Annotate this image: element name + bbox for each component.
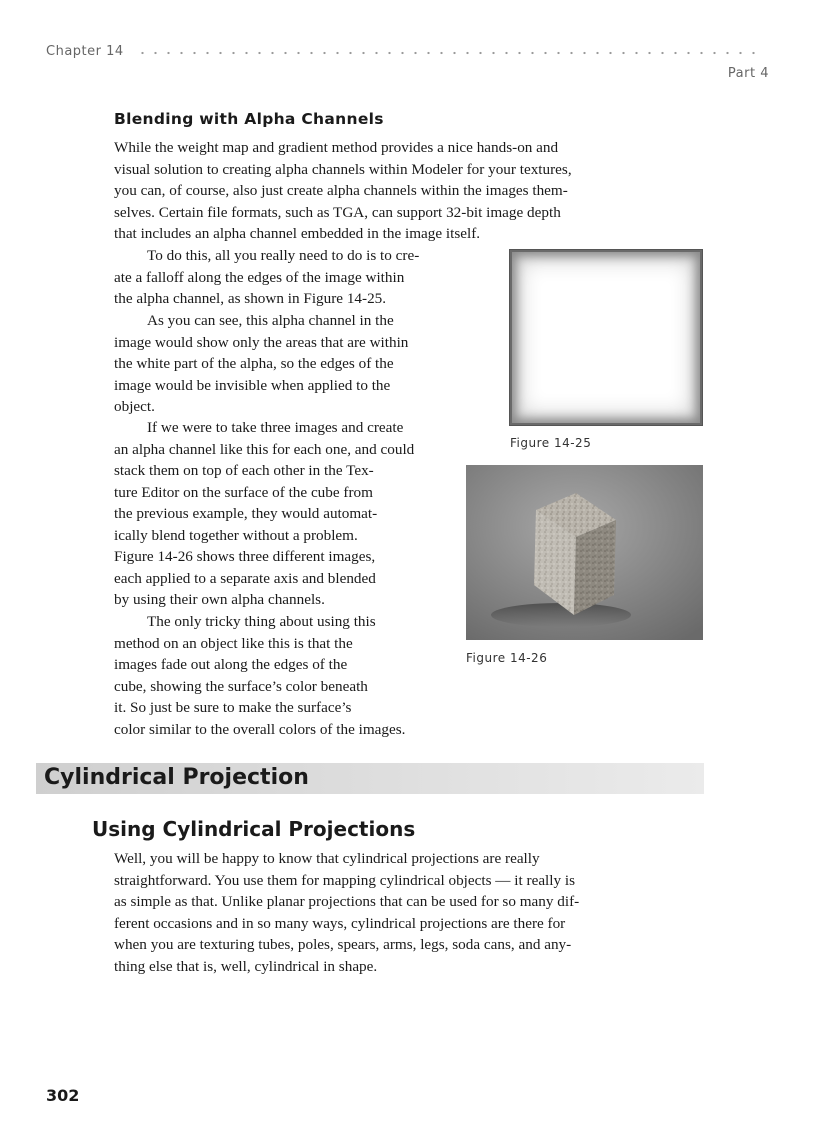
text-line: selves. Certain file formats, such as TGA, can support 32-bit image depth [114,203,561,221]
text-line: when you are texturing tubes, poles, spears, arms, legs, soda cans, and any- [114,936,572,953]
text-line: thing else that is, well, cylindrical in shape. [114,957,378,975]
text-line: each applied to a separate axis and blended [114,569,376,587]
text-line: method on an object like this is that the [114,634,353,652]
subsection-heading: Blending with Alpha Channels [114,110,384,128]
paragraph-alpha-view [114,310,408,418]
text-line: To do this, all you really need to do is to cre- [147,247,420,264]
figure-14-25-caption: Figure 14-25 [510,436,592,450]
paragraph-cylindrical [114,848,579,977]
text-line: images fade out along the edges of the [114,656,348,673]
text-line: image would be invisible when applied to the [114,376,391,394]
text-line: The only tricky thing about using this [147,613,376,630]
text-line: the previous example, they would automat- [114,505,378,522]
figure-14-25-alpha-falloff-image [509,249,703,426]
text-line: object. [114,398,155,415]
text-line: ically blend together without a problem. [114,526,358,544]
text-line: color similar to the overall colors of the images. [114,720,406,738]
chapter-label: Chapter 14 [46,44,124,59]
text-line: If we were to take three images and create [147,419,404,436]
text-line: ferent occasions and in so many ways, cylindrical projections are there for [114,914,566,932]
text-line: ture Editor on the surface of the cube from [114,483,373,501]
text-line: an alpha channel like this for each one, and could [114,440,415,458]
text-line: it. So just be sure to make the surface’s [114,699,352,716]
figure-14-26-caption: Figure 14-26 [466,651,548,665]
text-line: Well, you will be happy to know that cylindrical projections are really [114,850,540,867]
section-title: Cylindrical Projection [44,765,309,790]
section-title-band [36,763,704,794]
running-head [46,44,758,62]
text-line: the white part of the alpha, so the edges of the [114,355,394,372]
paragraph-tricky [114,611,405,740]
text-line: As you can see, this alpha channel in the [147,312,394,329]
text-line: that includes an alpha channel embedded in the image itself. [114,225,481,242]
text-line: as simple as that. Unlike planar projections that can be used for so many dif- [114,893,580,910]
page-number: 302 [46,1086,80,1105]
text-line: ate a falloff along the edges of the image within [114,268,405,286]
text-line: you can, of course, also just create alpha channels within the images them- [114,182,568,199]
cube-illustration [466,465,703,640]
text-line: cube, showing the surface’s color beneath [114,677,368,695]
text-line: While the weight map and gradient method provides a nice hands-on and [114,139,559,156]
leader-dots-divider [136,51,758,55]
text-line: the alpha channel, as shown in Figure 14-25. [114,290,387,307]
paragraph-intro [114,137,572,245]
text-line: straightforward. You use them for mapping cylindrical objects — it really is [114,871,576,889]
text-line: by using their own alpha channels. [114,591,325,608]
figure-14-26-cube-render [466,465,703,640]
text-line: stack them on top of each other in the Tex- [114,462,374,479]
part-label: Part 4 [727,66,769,81]
text-line: image would show only the areas that are within [114,333,409,351]
paragraph-falloff [114,245,419,310]
text-line: visual solution to creating alpha channels within Modeler for your textures, [114,160,572,178]
paragraph-stacking [114,417,414,611]
text-line: Figure 14-26 shows three different images, [114,548,376,565]
subsection-heading-cylindrical: Using Cylindrical Projections [92,817,416,841]
